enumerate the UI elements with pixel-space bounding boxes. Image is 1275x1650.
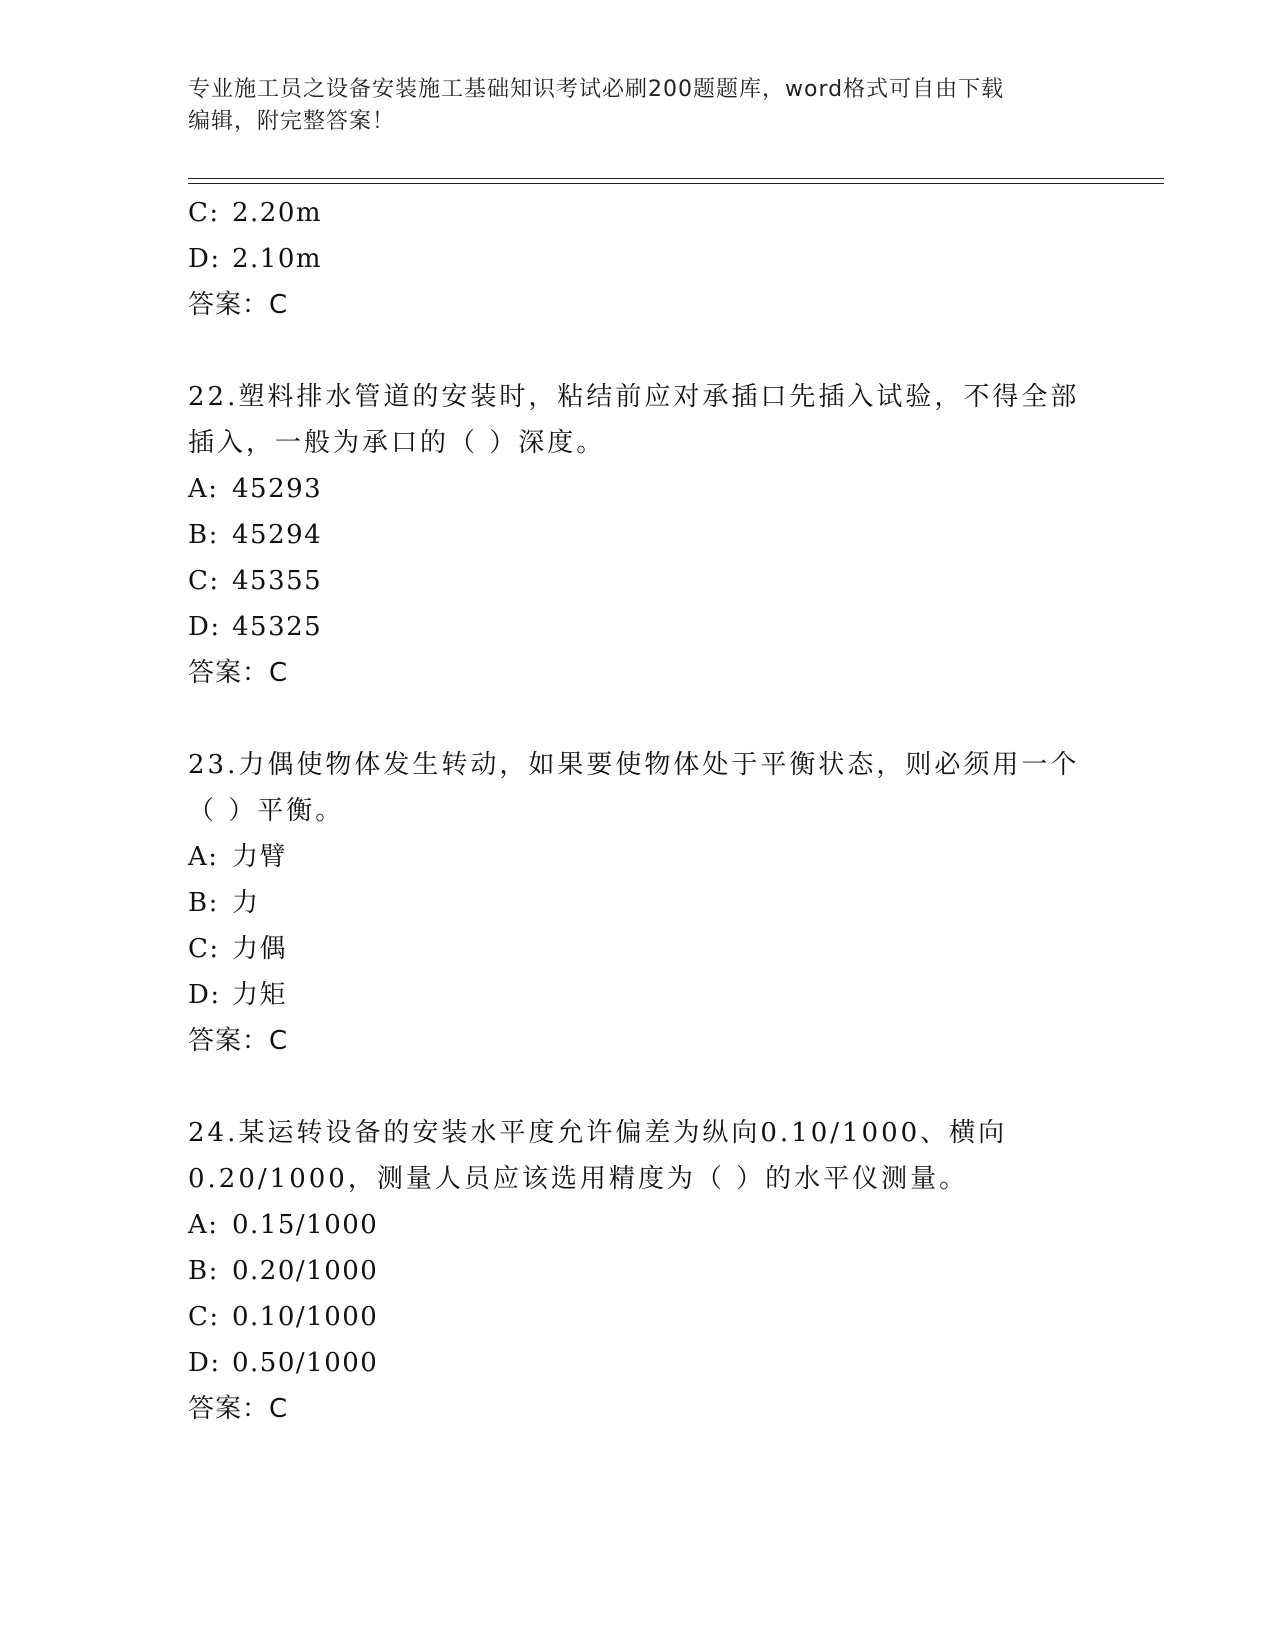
option-d <box>188 236 1088 282</box>
option-text: 45325 <box>232 612 323 642</box>
option-key: D: <box>188 244 221 274</box>
answer-label: 答案： <box>188 1394 270 1424</box>
answer-value: C <box>269 658 289 688</box>
option-text: 0.15/1000 <box>232 1210 379 1240</box>
option-key: D: <box>188 1348 221 1378</box>
option-key: A: <box>188 474 219 504</box>
option-key: C: <box>188 198 220 228</box>
option-key: D: <box>188 980 221 1010</box>
option-text: 2.10m <box>232 244 323 274</box>
question-line-2: 0.20/1000，测量人员应该选用精度为（ ）的水平仪测量。 <box>188 1164 969 1194</box>
header-divider-bottom <box>188 183 1164 184</box>
option-d <box>188 1340 1088 1386</box>
question-24 <box>188 1110 1088 1432</box>
question-number: 24. <box>188 1118 239 1148</box>
question-line-1: 力偶使物体发生转动，如果要使物体处于平衡状态，则必须用一个 <box>238 750 1080 780</box>
question-line-1: 某运转设备的安装水平度允许偏差为纵向0.10/1000、横向 <box>238 1118 1008 1148</box>
option-text: 力 <box>232 888 260 918</box>
option-text: 0.10/1000 <box>232 1302 379 1332</box>
question-number: 22. <box>188 382 239 412</box>
question-stem <box>188 742 1088 788</box>
option-key: B: <box>188 888 219 918</box>
option-key: B: <box>188 520 219 550</box>
answer-value: C <box>269 1026 289 1056</box>
question-line-1: 塑料排水管道的安装时，粘结前应对承插口先插入试验，不得全部 <box>238 382 1080 412</box>
option-d <box>188 972 1088 1018</box>
option-key: A: <box>188 1210 219 1240</box>
answer-label: 答案： <box>188 1026 270 1056</box>
document-body <box>188 190 1088 1432</box>
question-stem <box>188 374 1088 420</box>
answer-line <box>188 282 1088 328</box>
question-fragment <box>188 190 1088 328</box>
answer-label: 答案： <box>188 290 270 320</box>
option-key: C: <box>188 566 220 596</box>
option-key: C: <box>188 934 220 964</box>
option-b <box>188 1248 1088 1294</box>
header-title-line-1: 专业施工员之设备安装施工基础知识考试必刷200题题库，word格式可自由下载 <box>188 77 1005 102</box>
page-header <box>188 74 1088 138</box>
option-a <box>188 1202 1088 1248</box>
question-23 <box>188 742 1088 1064</box>
option-text: 45293 <box>232 474 323 504</box>
option-a <box>188 466 1088 512</box>
answer-value: C <box>269 1394 289 1424</box>
header-divider-top <box>188 178 1164 179</box>
answer-line <box>188 1386 1088 1432</box>
answer-line <box>188 1018 1088 1064</box>
option-d <box>188 604 1088 650</box>
question-stem <box>188 1110 1088 1156</box>
option-text: 2.20m <box>232 198 323 228</box>
option-text: 0.20/1000 <box>232 1256 379 1286</box>
option-text: 0.50/1000 <box>232 1348 379 1378</box>
option-text: 45294 <box>232 520 323 550</box>
header-title-line-2: 编辑，附完整答案！ <box>188 109 396 134</box>
question-22 <box>188 374 1088 696</box>
option-key: C: <box>188 1302 220 1332</box>
option-c <box>188 926 1088 972</box>
option-key: B: <box>188 1256 219 1286</box>
option-b <box>188 512 1088 558</box>
question-line-2: （ ）平衡。 <box>188 796 345 826</box>
question-number: 23. <box>188 750 239 780</box>
option-c <box>188 1294 1088 1340</box>
option-key: A: <box>188 842 219 872</box>
answer-value: C <box>269 290 289 320</box>
option-c <box>188 190 1088 236</box>
option-c <box>188 558 1088 604</box>
option-text: 力偶 <box>232 934 288 964</box>
answer-line <box>188 650 1088 696</box>
option-a <box>188 834 1088 880</box>
question-line-2: 插入，一般为承口的（ ）深度。 <box>188 428 606 458</box>
option-key: D: <box>188 612 221 642</box>
answer-label: 答案： <box>188 658 270 688</box>
option-text: 力矩 <box>232 980 288 1010</box>
option-b <box>188 880 1088 926</box>
option-text: 力臂 <box>232 842 288 872</box>
option-text: 45355 <box>232 566 323 596</box>
